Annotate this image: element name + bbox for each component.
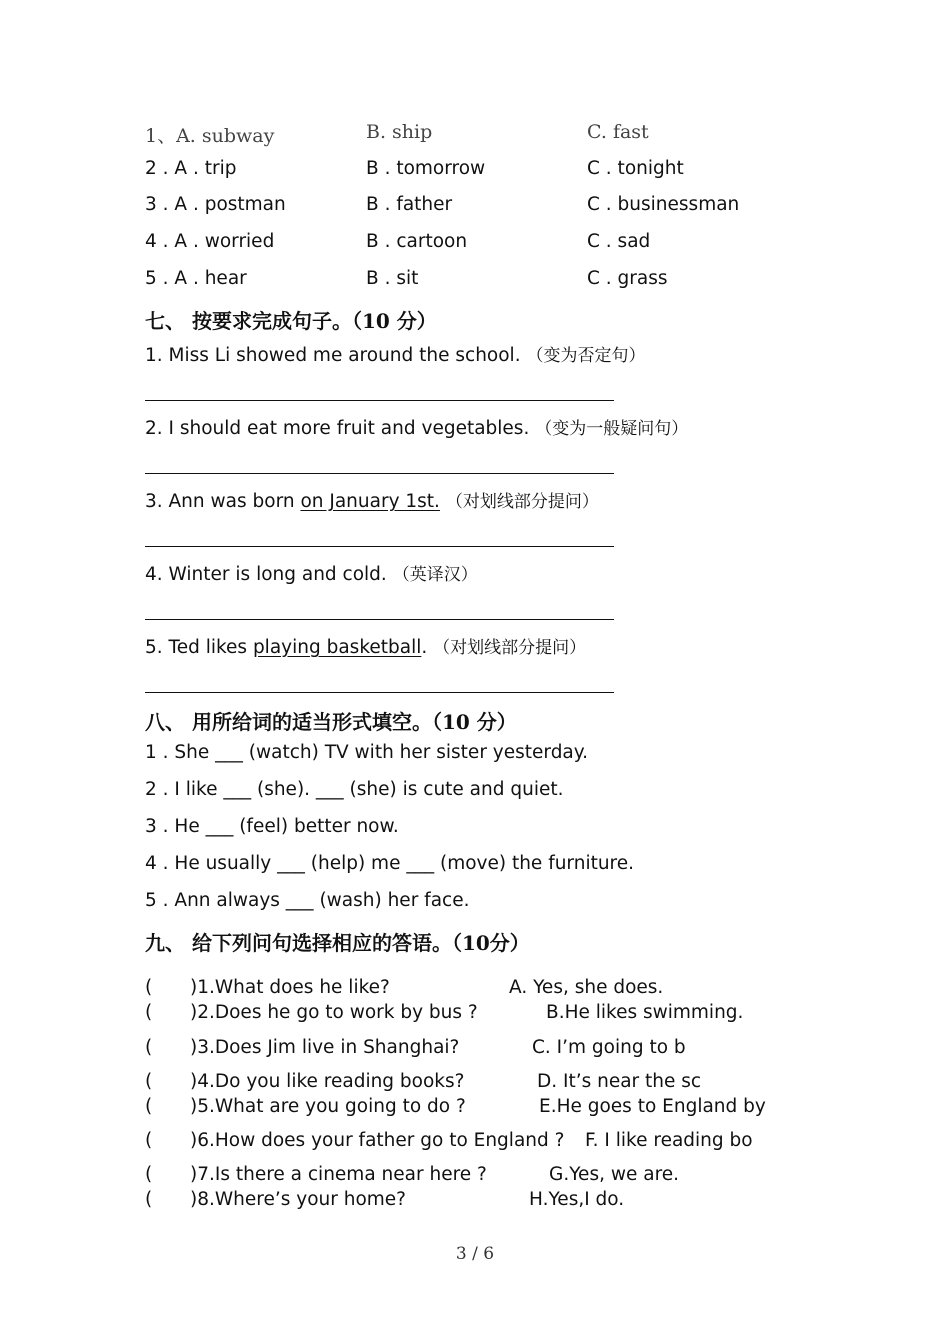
s7-q5-underlined: playing basketball — [252, 637, 422, 658]
s9-answer-1: A. Yes, she does. — [509, 977, 664, 998]
choice-row-1-c: C. fast — [587, 121, 649, 143]
s8-item-3: 3 . He ___ (feel) better now. — [145, 816, 399, 837]
s9-row-5 — [0, 1096, 950, 1120]
s7-q2-note: （变为一般疑问句） — [535, 419, 689, 439]
s7-q3-underlined: on January 1st. — [300, 491, 440, 512]
s9-row-4 — [0, 1071, 950, 1095]
s9-question-1: )1.What does he like? — [190, 977, 390, 998]
choice-row-3-c: C . businessman — [587, 194, 740, 215]
s8-item-2: 2 . I like ___ (she). ___ (she) is cute and quiet. — [145, 779, 564, 800]
s9-paren-5: ( — [145, 1096, 153, 1117]
s9-paren-4: ( — [145, 1071, 153, 1092]
choice-row-4-a: 4 . A . worried — [145, 231, 275, 252]
s9-paren-8: ( — [145, 1189, 153, 1210]
s9-paren-2: ( — [145, 1002, 153, 1023]
s9-question-7: )7.Is there a cinema near here ? — [190, 1164, 487, 1185]
choice-row-5-c: C . grass — [587, 268, 668, 289]
answer-line-5[interactable] — [145, 692, 614, 693]
choice-row-3-a: 3 . A . postman — [145, 194, 286, 215]
choice-row-2-b: B . tomorrow — [366, 158, 486, 179]
s7-question-4 — [145, 560, 478, 585]
choice-row-3-b: B . father — [366, 194, 453, 215]
s8-item-5: 5 . Ann always ___ (wash) her face. — [145, 890, 470, 911]
s8-item-1: 1 . She ___ (watch) TV with her sister yesterday. — [145, 742, 588, 763]
s9-question-5: )5.What are you going to do ? — [190, 1096, 466, 1117]
choice-row-5-a: 5 . A . hear — [145, 268, 247, 289]
section-9-heading: 九、 给下列问句选择相应的答语。（10分） — [145, 931, 530, 955]
s9-row-6 — [0, 1130, 950, 1154]
s7-q3-pre: 3. Ann was born — [145, 491, 301, 512]
s7-q5-post: . — [421, 637, 428, 658]
s9-answer-7: G.Yes, we are. — [549, 1164, 680, 1185]
page-number: 3 / 6 — [455, 1244, 495, 1264]
s7-q5-pre: 5. Ted likes — [145, 637, 253, 658]
choice-row-1-b: B. ship — [366, 121, 433, 143]
s9-paren-1: ( — [145, 977, 153, 998]
section-7-heading: 七、 按要求完成句子。（10 分） — [145, 309, 437, 333]
s8-item-4: 4 . He usually ___ (help) me ___ (move) the furniture. — [145, 853, 635, 874]
answer-line-4[interactable] — [145, 619, 614, 620]
s7-question-1 — [145, 341, 645, 366]
s9-row-7 — [0, 1164, 950, 1188]
s9-answer-4: D. It’s near the sc — [537, 1071, 702, 1092]
choice-row-2-a: 2 . A . trip — [145, 158, 237, 179]
choice-row-5-b: B . sit — [366, 268, 419, 289]
s9-answer-2: B.He likes swimming. — [546, 1002, 744, 1023]
s9-paren-6: ( — [145, 1130, 153, 1151]
choice-row-2-c: C . tonight — [587, 158, 684, 179]
section-8-heading: 八、 用所给词的适当形式填空。（10 分） — [145, 710, 517, 734]
s7-q1-note: （变为否定句） — [526, 346, 646, 366]
s9-row-8 — [0, 1189, 950, 1213]
s9-row-3 — [0, 1037, 950, 1061]
s9-answer-6: F. I like reading bo — [585, 1130, 753, 1151]
s7-q2-text: 2. I should eat more fruit and vegetables. — [145, 418, 530, 439]
s9-paren-3: ( — [145, 1037, 153, 1058]
s7-question-2 — [145, 414, 688, 439]
s7-q1-text: 1. Miss Li showed me around the school. — [145, 345, 521, 366]
s7-q5-note: （对划线部分提问） — [433, 638, 587, 658]
s7-q3-note: （对划线部分提问） — [445, 492, 599, 512]
s9-answer-3: C. I’m going to b — [532, 1037, 686, 1058]
s9-question-2: )2.Does he go to work by bus ? — [190, 1002, 478, 1023]
answer-line-1[interactable] — [145, 400, 614, 401]
s9-answer-5: E.He goes to England by — [539, 1096, 766, 1117]
answer-line-3[interactable] — [145, 546, 614, 547]
s9-row-2 — [0, 1002, 950, 1026]
s7-question-3 — [145, 487, 599, 512]
s9-question-8: )8.Where’s your home? — [190, 1189, 406, 1210]
choice-row-4-b: B . cartoon — [366, 231, 468, 252]
s7-question-5 — [145, 633, 586, 658]
s7-q4-text: 4. Winter is long and cold. — [145, 564, 387, 585]
s9-answer-8: H.Yes,I do. — [529, 1189, 625, 1210]
s7-q4-note: （英译汉） — [392, 565, 478, 585]
choice-row-4-c: C . sad — [587, 231, 651, 252]
choice-row-1-a: 1、A. subway — [145, 125, 275, 147]
s9-question-6: )6.How does your father go to England ? — [190, 1130, 565, 1151]
s9-row-1 — [0, 977, 950, 1001]
s9-question-4: )4.Do you like reading books? — [190, 1071, 465, 1092]
s9-paren-7: ( — [145, 1164, 153, 1185]
s9-question-3: )3.Does Jim live in Shanghai? — [190, 1037, 460, 1058]
answer-line-2[interactable] — [145, 473, 614, 474]
